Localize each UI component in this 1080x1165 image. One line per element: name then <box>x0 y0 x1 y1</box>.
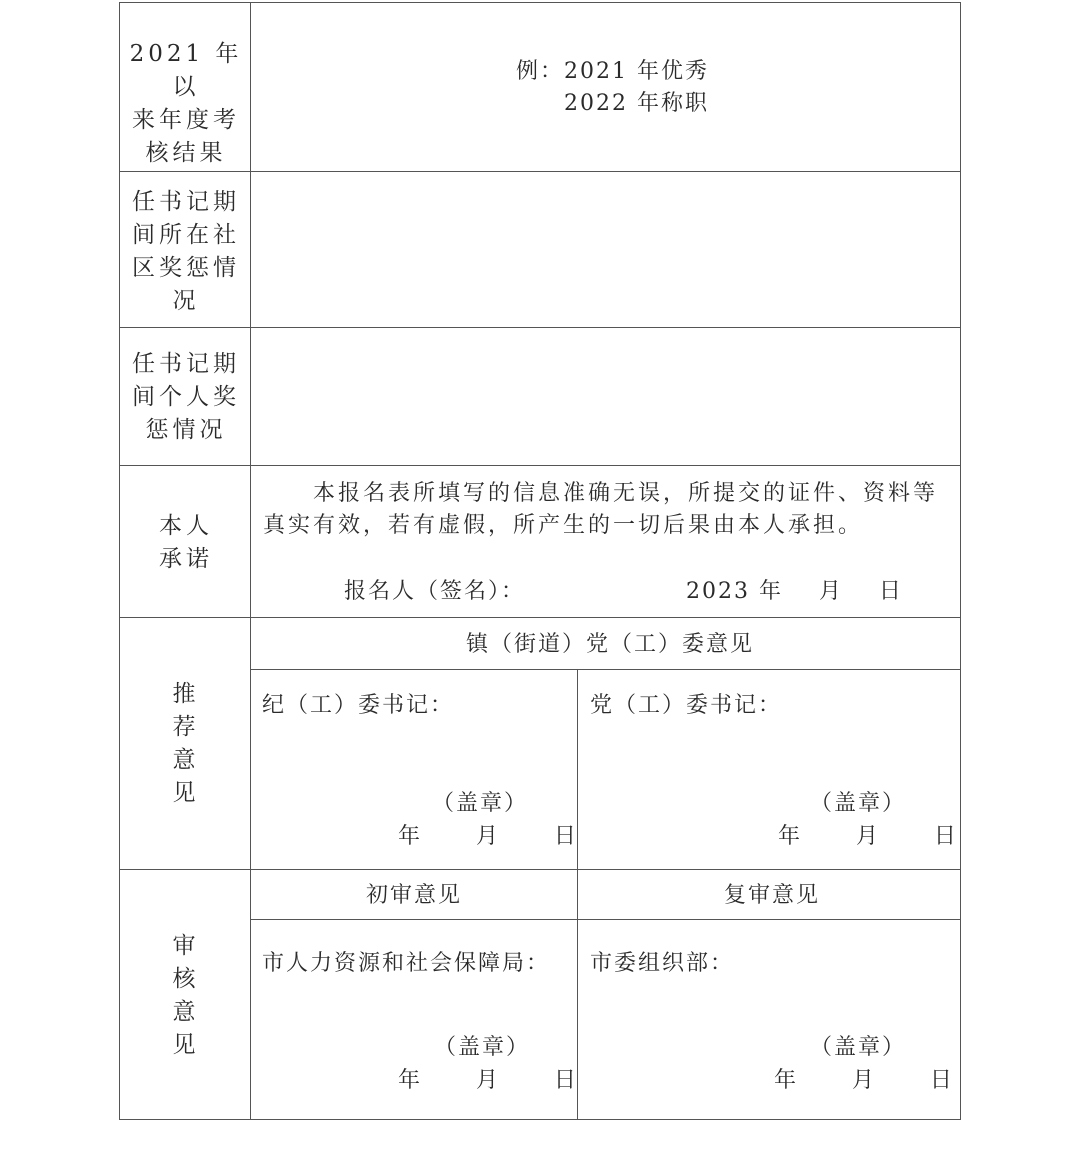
hr-seal-label: （盖章） <box>434 1035 531 1060</box>
row-divider <box>119 465 961 466</box>
row-divider <box>119 617 961 618</box>
label-line: 况 <box>172 288 200 314</box>
personal-rewards-field[interactable] <box>252 329 960 464</box>
label-personal-rewards <box>121 348 251 447</box>
label-line: 核结果 <box>145 140 227 166</box>
signature-label: 报名人（签名）： <box>344 579 526 604</box>
label-line: 2021 年以 <box>129 41 243 100</box>
label-char: 审 <box>172 933 200 959</box>
assessment-example-line1[interactable]: 例：2021 年优秀 <box>516 59 709 84</box>
label-line: 承诺 <box>159 546 213 572</box>
label-line: 任书记期 <box>132 189 240 215</box>
hr-bureau-label: 市人力资源和社会保障局： <box>262 951 551 976</box>
row-divider <box>119 171 961 172</box>
label-line: 惩情况 <box>145 417 227 443</box>
discipline-secretary-label: 纪（工）委书记： <box>262 693 455 718</box>
label-char: 意 <box>172 747 200 773</box>
label-line: 间个人奖 <box>132 384 240 410</box>
label-char: 推 <box>172 681 200 707</box>
row-divider <box>119 869 961 870</box>
party-date[interactable]: 年 月 日 <box>778 824 958 849</box>
organization-seal-label: （盖章） <box>810 1035 907 1060</box>
pledge-text-line2: 真实有效，若有虚假，所产生的一切后果由本人承担。 <box>263 513 864 538</box>
label-line: 间所在社 <box>132 222 240 248</box>
label-review <box>121 930 251 1062</box>
label-char: 意 <box>172 999 200 1025</box>
discipline-seal-label: （盖章） <box>432 791 529 816</box>
row-divider <box>119 327 961 328</box>
hr-date[interactable]: 年 月 日 <box>398 1068 578 1093</box>
initial-review-header: 初审意见 <box>366 883 463 908</box>
subrow-divider <box>250 669 961 670</box>
label-char: 核 <box>172 966 200 992</box>
organization-date[interactable]: 年 月 日 <box>774 1068 954 1093</box>
pledge-date[interactable]: 2023 年 月 日 <box>686 579 903 604</box>
pledge-text-line1: 本报名表所填写的信息准确无误，所提交的证件、资料等 <box>313 481 939 506</box>
community-rewards-field[interactable] <box>252 173 960 326</box>
party-committee-header: 镇（街道）党（工）委意见 <box>466 632 755 657</box>
label-line: 区奖惩情 <box>132 255 240 281</box>
final-review-header: 复审意见 <box>724 883 821 908</box>
label-line: 来年度考 <box>132 107 240 133</box>
label-recommendation <box>121 678 251 810</box>
label-annual-assessment <box>121 38 251 170</box>
signature-field[interactable] <box>520 572 670 608</box>
label-line: 任书记期 <box>132 351 240 377</box>
discipline-date[interactable]: 年 月 日 <box>398 824 578 849</box>
label-char: 见 <box>172 1032 200 1058</box>
label-community-rewards <box>121 186 251 318</box>
party-secretary-label: 党（工）委书记： <box>590 693 783 718</box>
assessment-example-line2[interactable]: 2022 年称职 <box>564 91 709 116</box>
subrow-divider <box>250 919 961 920</box>
party-seal-label: （盖章） <box>810 791 907 816</box>
label-pledge <box>121 510 251 576</box>
organization-dept-label: 市委组织部： <box>590 951 735 976</box>
label-char: 见 <box>172 780 200 806</box>
label-line: 本人 <box>159 513 213 539</box>
label-char: 荐 <box>172 714 200 740</box>
